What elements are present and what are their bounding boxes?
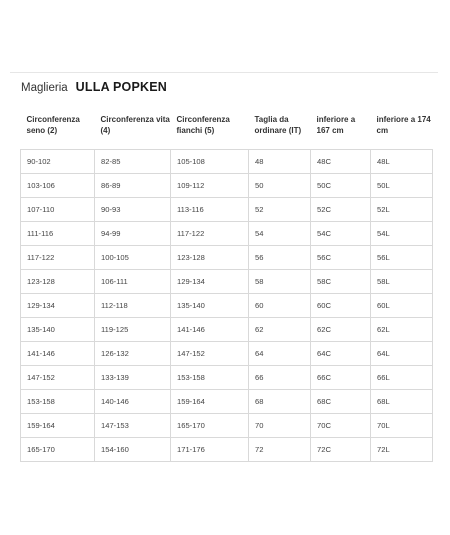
bust-cell: 107-110 <box>21 198 95 222</box>
waist-cell: 140-146 <box>95 390 171 414</box>
short-size-cell: 50C <box>311 174 371 198</box>
size-cell: 56 <box>249 246 311 270</box>
column-header-bust: Circonferenza seno (2) <box>21 102 95 150</box>
column-header-short: inferiore a 167 cm <box>311 102 371 150</box>
bust-cell: 117-122 <box>21 246 95 270</box>
hips-cell: 109-112 <box>171 174 249 198</box>
short-size-cell: 52C <box>311 198 371 222</box>
table-body <box>21 150 433 462</box>
long-size-cell: 68L <box>371 390 433 414</box>
header-row <box>21 102 433 150</box>
hips-cell: 147-152 <box>171 342 249 366</box>
waist-cell: 133-139 <box>95 366 171 390</box>
bust-cell: 159-164 <box>21 414 95 438</box>
table-header <box>21 102 433 150</box>
hips-cell: 113-116 <box>171 198 249 222</box>
size-cell: 68 <box>249 390 311 414</box>
table-row <box>21 174 433 198</box>
size-cell: 72 <box>249 438 311 462</box>
table-row <box>21 366 433 390</box>
long-size-cell: 66L <box>371 366 433 390</box>
table-row <box>21 414 433 438</box>
short-size-cell: 56C <box>311 246 371 270</box>
waist-cell: 119-125 <box>95 318 171 342</box>
table-row <box>21 222 433 246</box>
brand-label: ULLA POPKEN <box>75 80 167 94</box>
table-row <box>21 150 433 174</box>
bust-cell: 103-106 <box>21 174 95 198</box>
waist-cell: 147-153 <box>95 414 171 438</box>
hips-cell: 123-128 <box>171 246 249 270</box>
waist-cell: 106-111 <box>95 270 171 294</box>
table-row <box>21 318 433 342</box>
hips-cell: 105-108 <box>171 150 249 174</box>
long-size-cell: 54L <box>371 222 433 246</box>
size-cell: 60 <box>249 294 311 318</box>
short-size-cell: 68C <box>311 390 371 414</box>
long-size-cell: 62L <box>371 318 433 342</box>
column-header-waist: Circonferenza vita (4) <box>95 102 171 150</box>
long-size-cell: 72L <box>371 438 433 462</box>
column-header-long: inferiore a 174 cm <box>371 102 433 150</box>
long-size-cell: 48L <box>371 150 433 174</box>
table-row <box>21 390 433 414</box>
category-label: Maglieria <box>21 82 68 94</box>
long-size-cell: 58L <box>371 270 433 294</box>
waist-cell: 154-160 <box>95 438 171 462</box>
waist-cell: 94-99 <box>95 222 171 246</box>
size-cell: 52 <box>249 198 311 222</box>
bust-cell: 141-146 <box>21 342 95 366</box>
top-divider <box>10 72 438 73</box>
size-cell: 48 <box>249 150 311 174</box>
long-size-cell: 64L <box>371 342 433 366</box>
hips-cell: 141-146 <box>171 318 249 342</box>
waist-cell: 112-118 <box>95 294 171 318</box>
table-row <box>21 294 433 318</box>
short-size-cell: 72C <box>311 438 371 462</box>
waist-cell: 86-89 <box>95 174 171 198</box>
table-row <box>21 246 433 270</box>
bust-cell: 153-158 <box>21 390 95 414</box>
table-row <box>21 270 433 294</box>
hips-cell: 171-176 <box>171 438 249 462</box>
short-size-cell: 64C <box>311 342 371 366</box>
table-row <box>21 342 433 366</box>
bust-cell: 129-134 <box>21 294 95 318</box>
bust-cell: 111-116 <box>21 222 95 246</box>
hips-cell: 135-140 <box>171 294 249 318</box>
size-cell: 62 <box>249 318 311 342</box>
waist-cell: 90-93 <box>95 198 171 222</box>
size-cell: 54 <box>249 222 311 246</box>
table-row <box>21 198 433 222</box>
long-size-cell: 56L <box>371 246 433 270</box>
size-cell: 58 <box>249 270 311 294</box>
short-size-cell: 62C <box>311 318 371 342</box>
bust-cell: 165-170 <box>21 438 95 462</box>
column-header-hips: Circonferenza fianchi (5) <box>171 102 249 150</box>
hips-cell: 117-122 <box>171 222 249 246</box>
waist-cell: 82-85 <box>95 150 171 174</box>
short-size-cell: 48C <box>311 150 371 174</box>
hips-cell: 165-170 <box>171 414 249 438</box>
size-chart-table <box>20 102 433 462</box>
short-size-cell: 60C <box>311 294 371 318</box>
column-header-size: Taglia da ordinare (IT) <box>249 102 311 150</box>
long-size-cell: 60L <box>371 294 433 318</box>
long-size-cell: 70L <box>371 414 433 438</box>
table-row <box>21 438 433 462</box>
short-size-cell: 58C <box>311 270 371 294</box>
size-cell: 66 <box>249 366 311 390</box>
waist-cell: 126-132 <box>95 342 171 366</box>
bust-cell: 90-102 <box>21 150 95 174</box>
size-cell: 70 <box>249 414 311 438</box>
short-size-cell: 54C <box>311 222 371 246</box>
size-cell: 50 <box>249 174 311 198</box>
hips-cell: 153-158 <box>171 366 249 390</box>
bust-cell: 135-140 <box>21 318 95 342</box>
hips-cell: 129-134 <box>171 270 249 294</box>
size-cell: 64 <box>249 342 311 366</box>
hips-cell: 159-164 <box>171 390 249 414</box>
long-size-cell: 50L <box>371 174 433 198</box>
bust-cell: 147-152 <box>21 366 95 390</box>
bust-cell: 123-128 <box>21 270 95 294</box>
table-title <box>21 80 167 98</box>
short-size-cell: 70C <box>311 414 371 438</box>
waist-cell: 100-105 <box>95 246 171 270</box>
long-size-cell: 52L <box>371 198 433 222</box>
short-size-cell: 66C <box>311 366 371 390</box>
